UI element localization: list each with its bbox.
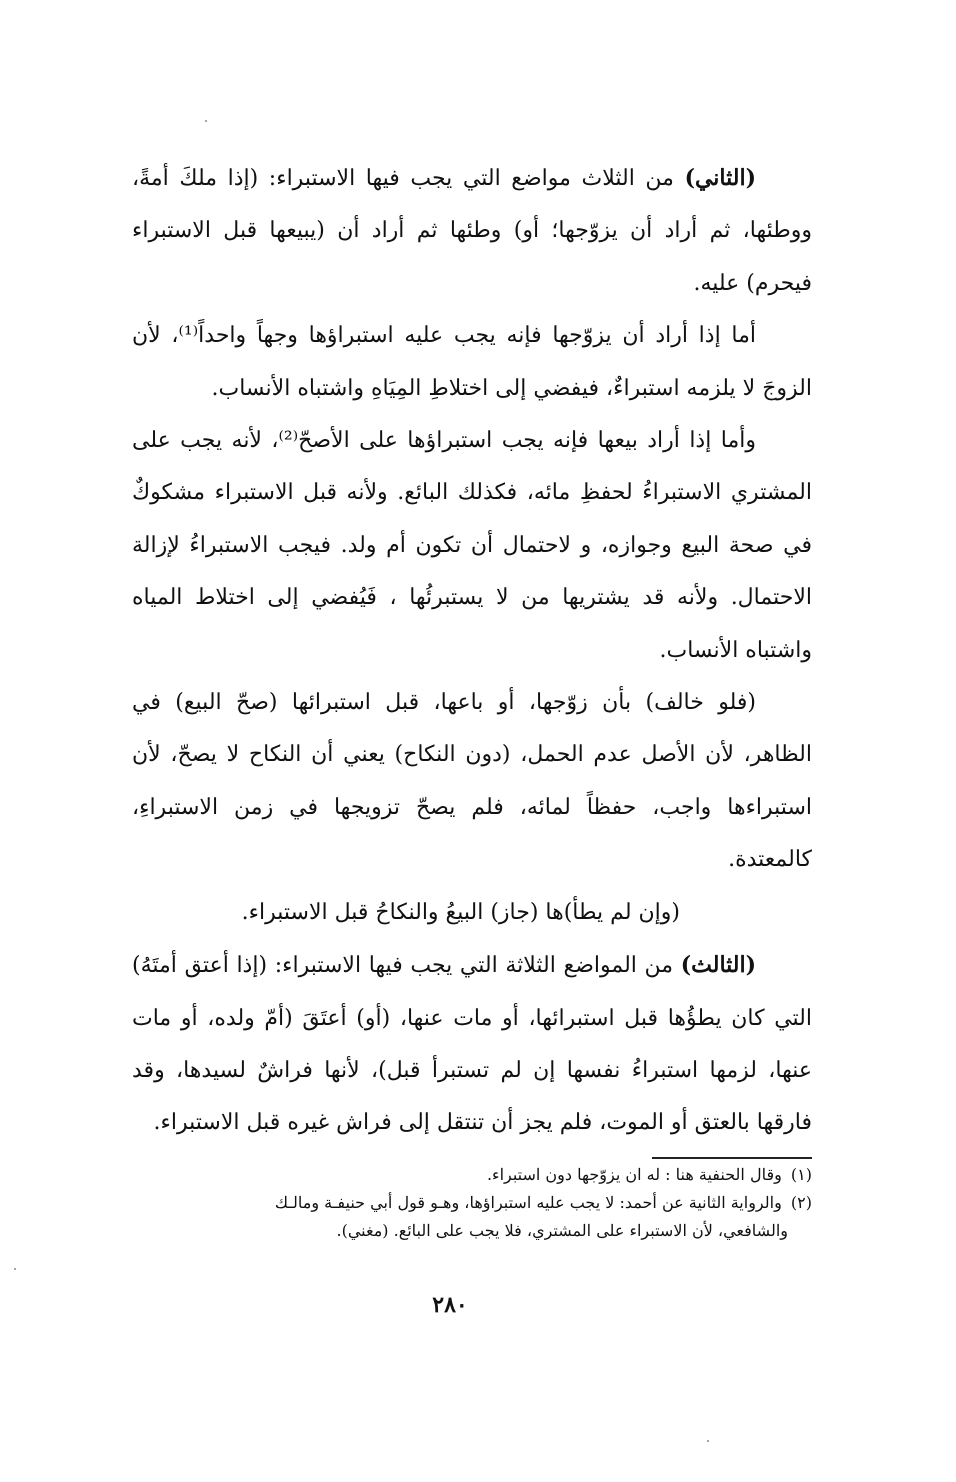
text-line: وأما إذا أراد بيعها فإنه يجب استبراؤها على الأصحّ⁽²⁾، لأنه يجب (180, 428, 756, 454)
scan-speck (707, 1440, 709, 1442)
paragraph-third-case (132, 939, 812, 1150)
footnotes (132, 1162, 812, 1243)
footnote-divider (652, 1157, 812, 1159)
main-text (132, 152, 812, 1150)
text-line: الاستبراء فيحرم) عليه. (132, 218, 812, 296)
text-line: (الثاني) من الثلاث مواضع التي يجب فيها الاستبراء: (إذا ملكَ (179, 165, 756, 191)
scan-speck (205, 120, 207, 122)
paragraph-no-intercourse (132, 887, 812, 939)
paragraph-violation (132, 677, 812, 887)
footnote-1 (132, 1162, 812, 1187)
text-line: الاستبراءُ لإزالة الاحتمال. ولأنه قد يشتريها من لا يستبرئُها ، فَيُفضي (132, 532, 812, 611)
page-number: ٢٨٠ (432, 1292, 468, 1318)
text-line: (فلو خالف) بأن زوّجها، أو باعها، قبل استبرائها (صحّ البيع) في (132, 690, 756, 716)
footnote-2-continuation (132, 1218, 812, 1243)
text-line: يصحّ، لأن استبراءها واجب، حفظاً لمائه، فلم يصحّ تزويجها في زمن (132, 742, 812, 820)
text-line: على المشتري الاستبراءُ لحفظِ مائه، فكذلك البائع. ولأنه قبل الاستبراء (132, 428, 812, 506)
footnote-text: والرواية الثانية عن أحمد: لا يجب عليه استبراؤها، وهـو قول أبي حنيفـة ومالـك (274, 1193, 782, 1212)
footnote-2 (132, 1190, 812, 1215)
paragraph-sale (132, 415, 812, 677)
paragraph-second-case (132, 152, 812, 310)
text-line: أما إذا أراد أن يزوّجها فإنه يجب عليه استبراؤها وجهاً واحداً⁽¹⁾، (171, 323, 756, 349)
footnote-number: (٢) (790, 1193, 812, 1212)
scan-speck (14, 1268, 16, 1270)
section-heading: (الثالث) (680, 952, 757, 979)
text-line: مشكوكٌ في صحة البيع وجوازه، و لاحتمال أن تكون أم ولد. فيجب (132, 480, 812, 558)
text-line: (الثالث) من المواضع الثلاثة التي يجب فيها الاستبراء: (إذا أعتق (184, 952, 757, 979)
text-line: أو مات عنها، لزمها استبراءُ نفسها إن لم تستبرأ قبل)، لأنها فراشٌ (132, 1005, 812, 1083)
text-line: إلى اختلاط المياه واشتباه الأنساب. (132, 585, 812, 663)
section-heading: (الثاني) (684, 165, 756, 191)
text-line: أمةً، ووطئها، ثم أراد أن يزوّجها؛ أو) وطئها ثم أراد أن (يبيعها قبل (132, 166, 813, 244)
text-line: لسيدها، وقد فارقها بالعتق أو الموت، فلم يجز أن تنتقل إلى فراش غيره (132, 1057, 812, 1136)
footnote-number: (١) (790, 1165, 812, 1184)
text-line: الظاهر، لأن الأصل عدم الحمل، (دون النكاح) يعني أن النكاح لا (226, 742, 812, 768)
text-line: الاستبراءِ، كالمعتدة. (132, 794, 812, 873)
text-line: لأن الزوجَ لا يلزمه استبراءٌ، فيفضي إلى اختلاطِ المِيَاهِ واشتباه الأنساب. (132, 323, 812, 401)
footnote-text: والشافعي، لأن الاستبراء على المشتري، فلا يجب على البائع. (مغني). (336, 1221, 788, 1240)
paragraph-marriage (132, 310, 812, 415)
text-line: (وإن لم يطأ)ها (جاز) البيعُ والنكاحُ قبل الاستبراء. (241, 899, 680, 925)
text-line: قبل الاستبراء. (153, 1110, 281, 1136)
text-line: أمتَهُ) التي كان يطؤُها قبل استبرائها، أو مات عنها، (أو) أعتَقَ (أمّ ولده، (132, 953, 813, 1031)
footnote-text: وقال الحنفية هنا : له ان يزوّجها دون استبراء. (486, 1165, 782, 1184)
